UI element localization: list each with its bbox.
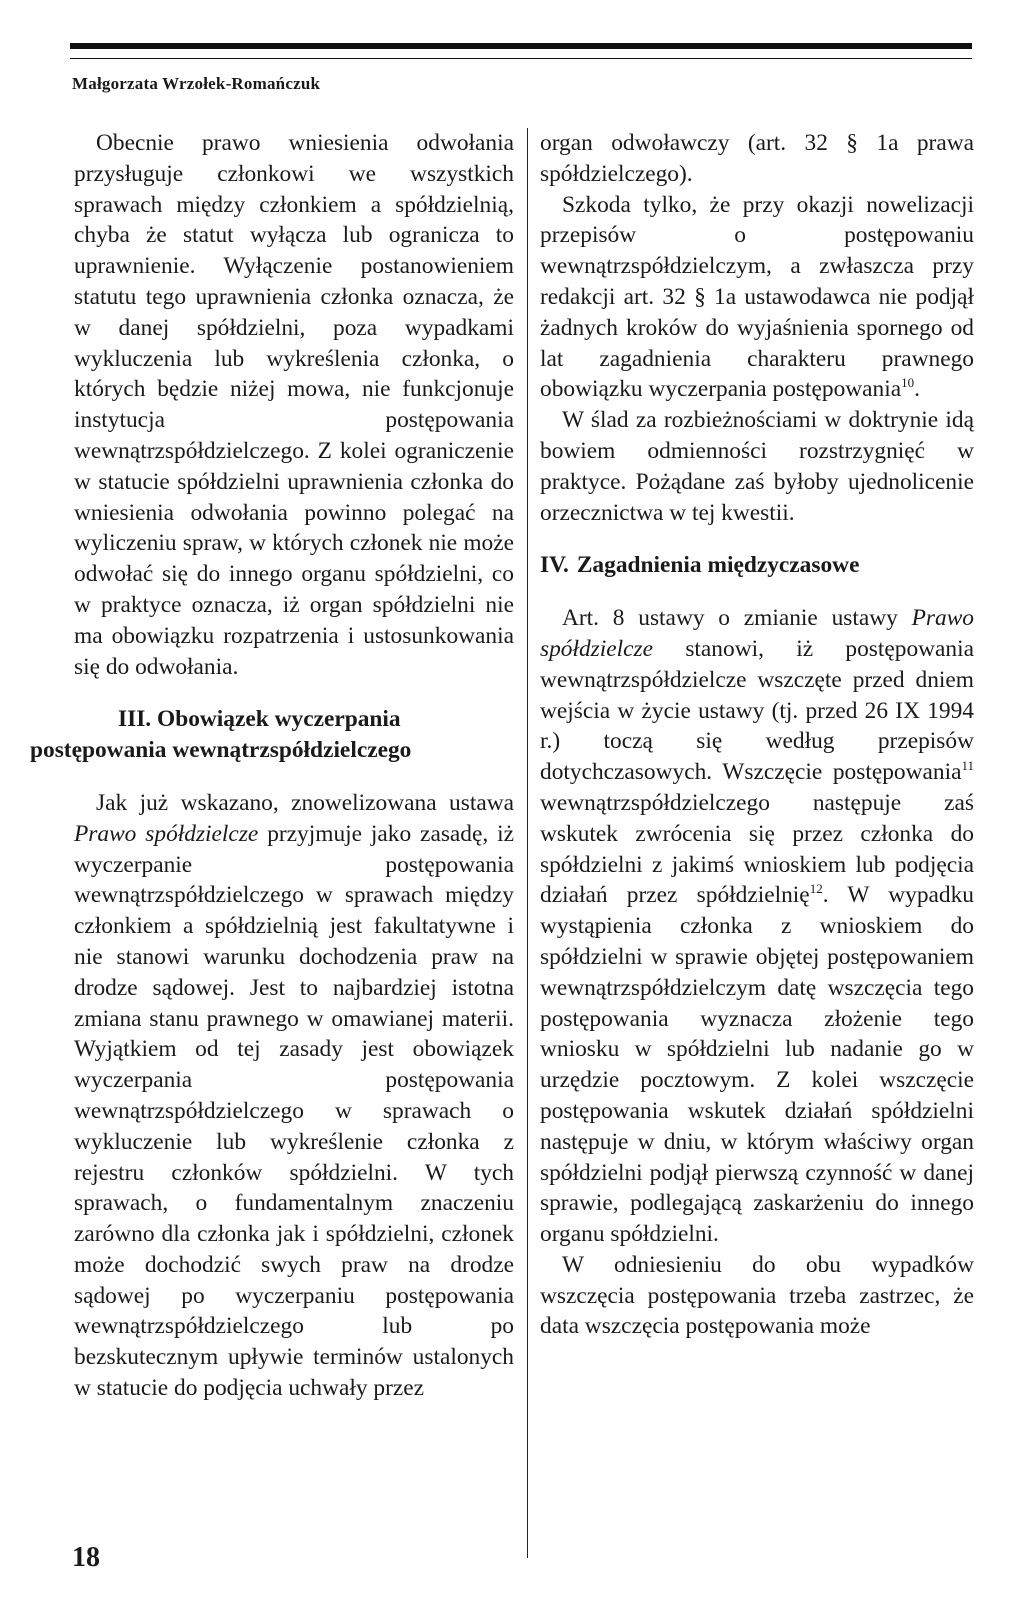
- header-rule-thin: [70, 58, 972, 59]
- left-column: [30, 128, 514, 1404]
- paragraph: Obecnie prawo wniesienia odwołania przysługuje członkowi we wszystkich sprawach między członkiem a spółdzielnią, chyba że statut wyłącza lub ogranicza to uprawnienie. Wyłączenie postanowieniem statutu tego uprawnienia członka oznacza, że w danej spółdzielni, poza wypadkami wykluczenia lub wykreślenia członka, o których będzie niżej mowa, nie funkcjonuje instytucja postępowania wewnątrzspółdzielczego. Z kolei ograniczenie w statucie spółdzielni uprawnienia członka do wniesienia odwołania powinno polegać na wyliczeniu spraw, w których członek nie może odwołać się do innego organu spółdzielni, co w praktyce oznacza, iż organ spółdzielni nie ma obowiązku rozpatrzenia i ustosunkowania się do odwołania.: [74, 130, 514, 680]
- text-run: Szkoda tylko, że przy okazji nowelizacji przepisów o postępowaniu wewnątrzspółdzielczym, a zwłaszcza przy redakcji art. 32 § 1a ustawodawca nie podjął żadnych kroków do wyjaśnienia spornego od lat zagadnienia charakteru prawnego obowiązku wyczerpania postępowania: [540, 191, 974, 403]
- paragraph: organ odwoławczy (art. 32 § 1a prawa spółdzielczego).: [540, 130, 974, 187]
- text-run: Art. 8 ustawy o zmianie ustawy: [562, 605, 912, 632]
- running-head-author: Małgorzata Wrzołek-Romańczuk: [72, 74, 321, 93]
- italic-title: Prawo spółdzielcze: [74, 820, 259, 847]
- right-column: [540, 128, 974, 1342]
- text-run: Jak już wskazano, znowelizowana ustawa: [96, 789, 514, 816]
- section-title: Zagadnienia międzyczasowe: [576, 552, 860, 579]
- column-divider: [527, 128, 528, 1558]
- text-run: . W wypadku wystąpienia członka z wnioskiem do spółdzielni w sprawie objętej postępowaniem wewnątrzspółdzielczym datę wszczęcia tego postępowania wyznacza złożenie tego wniosku w spółdzielni lub nadanie go w urzędzie pocztowym. Z kolei wszczęcie postępowania wskutek działań spółdzielni następuje w dniu, w którym właściwy organ spółdzielni podjął pierwszą czynność w danej sprawie, podlegającą zaskarżeniu do innego organu spółdzielni.: [540, 882, 975, 1248]
- page-number: 18: [72, 1542, 100, 1573]
- section-heading-iv: [540, 550, 974, 581]
- paragraph: W odniesieniu do obu wypadków wszczęcia postępowania trzeba zastrzec, że data wszczęcia postępowania może: [540, 1251, 974, 1340]
- section-heading-iii: [30, 704, 514, 766]
- section-heading-line: postępowania wewnątrzspółdzielczego: [30, 737, 412, 764]
- footnote-ref: 10: [901, 375, 915, 391]
- text-run: wewnątrzspółdzielczego następuje zaś wskutek zwrócenia się przez członka do spółdzielni z jakimś wnioskiem lub podjęcia działań przez spółdzielnię: [540, 789, 974, 909]
- paragraph: [74, 788, 514, 1404]
- italic-title: Prawo spółdzielcze: [540, 605, 974, 662]
- paragraph: [540, 603, 974, 1250]
- footnote-ref: 12: [809, 881, 823, 897]
- paragraph: W ślad za rozbieżnościami w doktrynie idą bowiem odmienności rozstrzygnięć w praktyce. Pożądane zaś byłoby ujednolicenie orzecznictwa w tej kwestii.: [540, 407, 974, 526]
- text-run: przyjmuje jako zasadę, iż wyczerpanie postępowania wewnątrzspółdzielczego w sprawach między członkiem a spółdzielnią jest fakultatywne i nie stanowi warunku dochodzenia praw na drodze sądowej. Jest to najbardziej istotna zmiana stanu prawnego w omawianej materii. Wyjątkiem od tej zasady jest obowiązek wyczerpania postępowania wewnątrzspółdzielczego w sprawach o wykluczenie lub wykreślenie członka z rejestru członków spółdzielni. W tych sprawach, o fundamentalnym znaczeniu zarówno dla członka jak i spółdzielni, członek może dochodzić swych praw na drodze sądowej po wyczerpaniu postępowania wewnątrzspółdzielczego lub po bezskutecznym upływie terminów ustalonych w statucie do podjęcia uchwały przez: [74, 820, 514, 1402]
- paragraph: [540, 190, 974, 406]
- section-number: IV.: [540, 552, 569, 579]
- header-rule-thick: [70, 43, 972, 49]
- text-run: .: [914, 376, 920, 403]
- footnote-ref: 11: [961, 758, 974, 774]
- section-heading-line: III. Obowiązek wyczerpania: [118, 706, 401, 733]
- text-run: stanowi, iż postępowania wewnątrzspółdzielcze wszczęte przed dniem wejścia w życie ustawy (tj. przed 26 IX 1994 r.) toczą się według przepisów dotychczasowych. Wszczęcie postępowania: [540, 635, 974, 786]
